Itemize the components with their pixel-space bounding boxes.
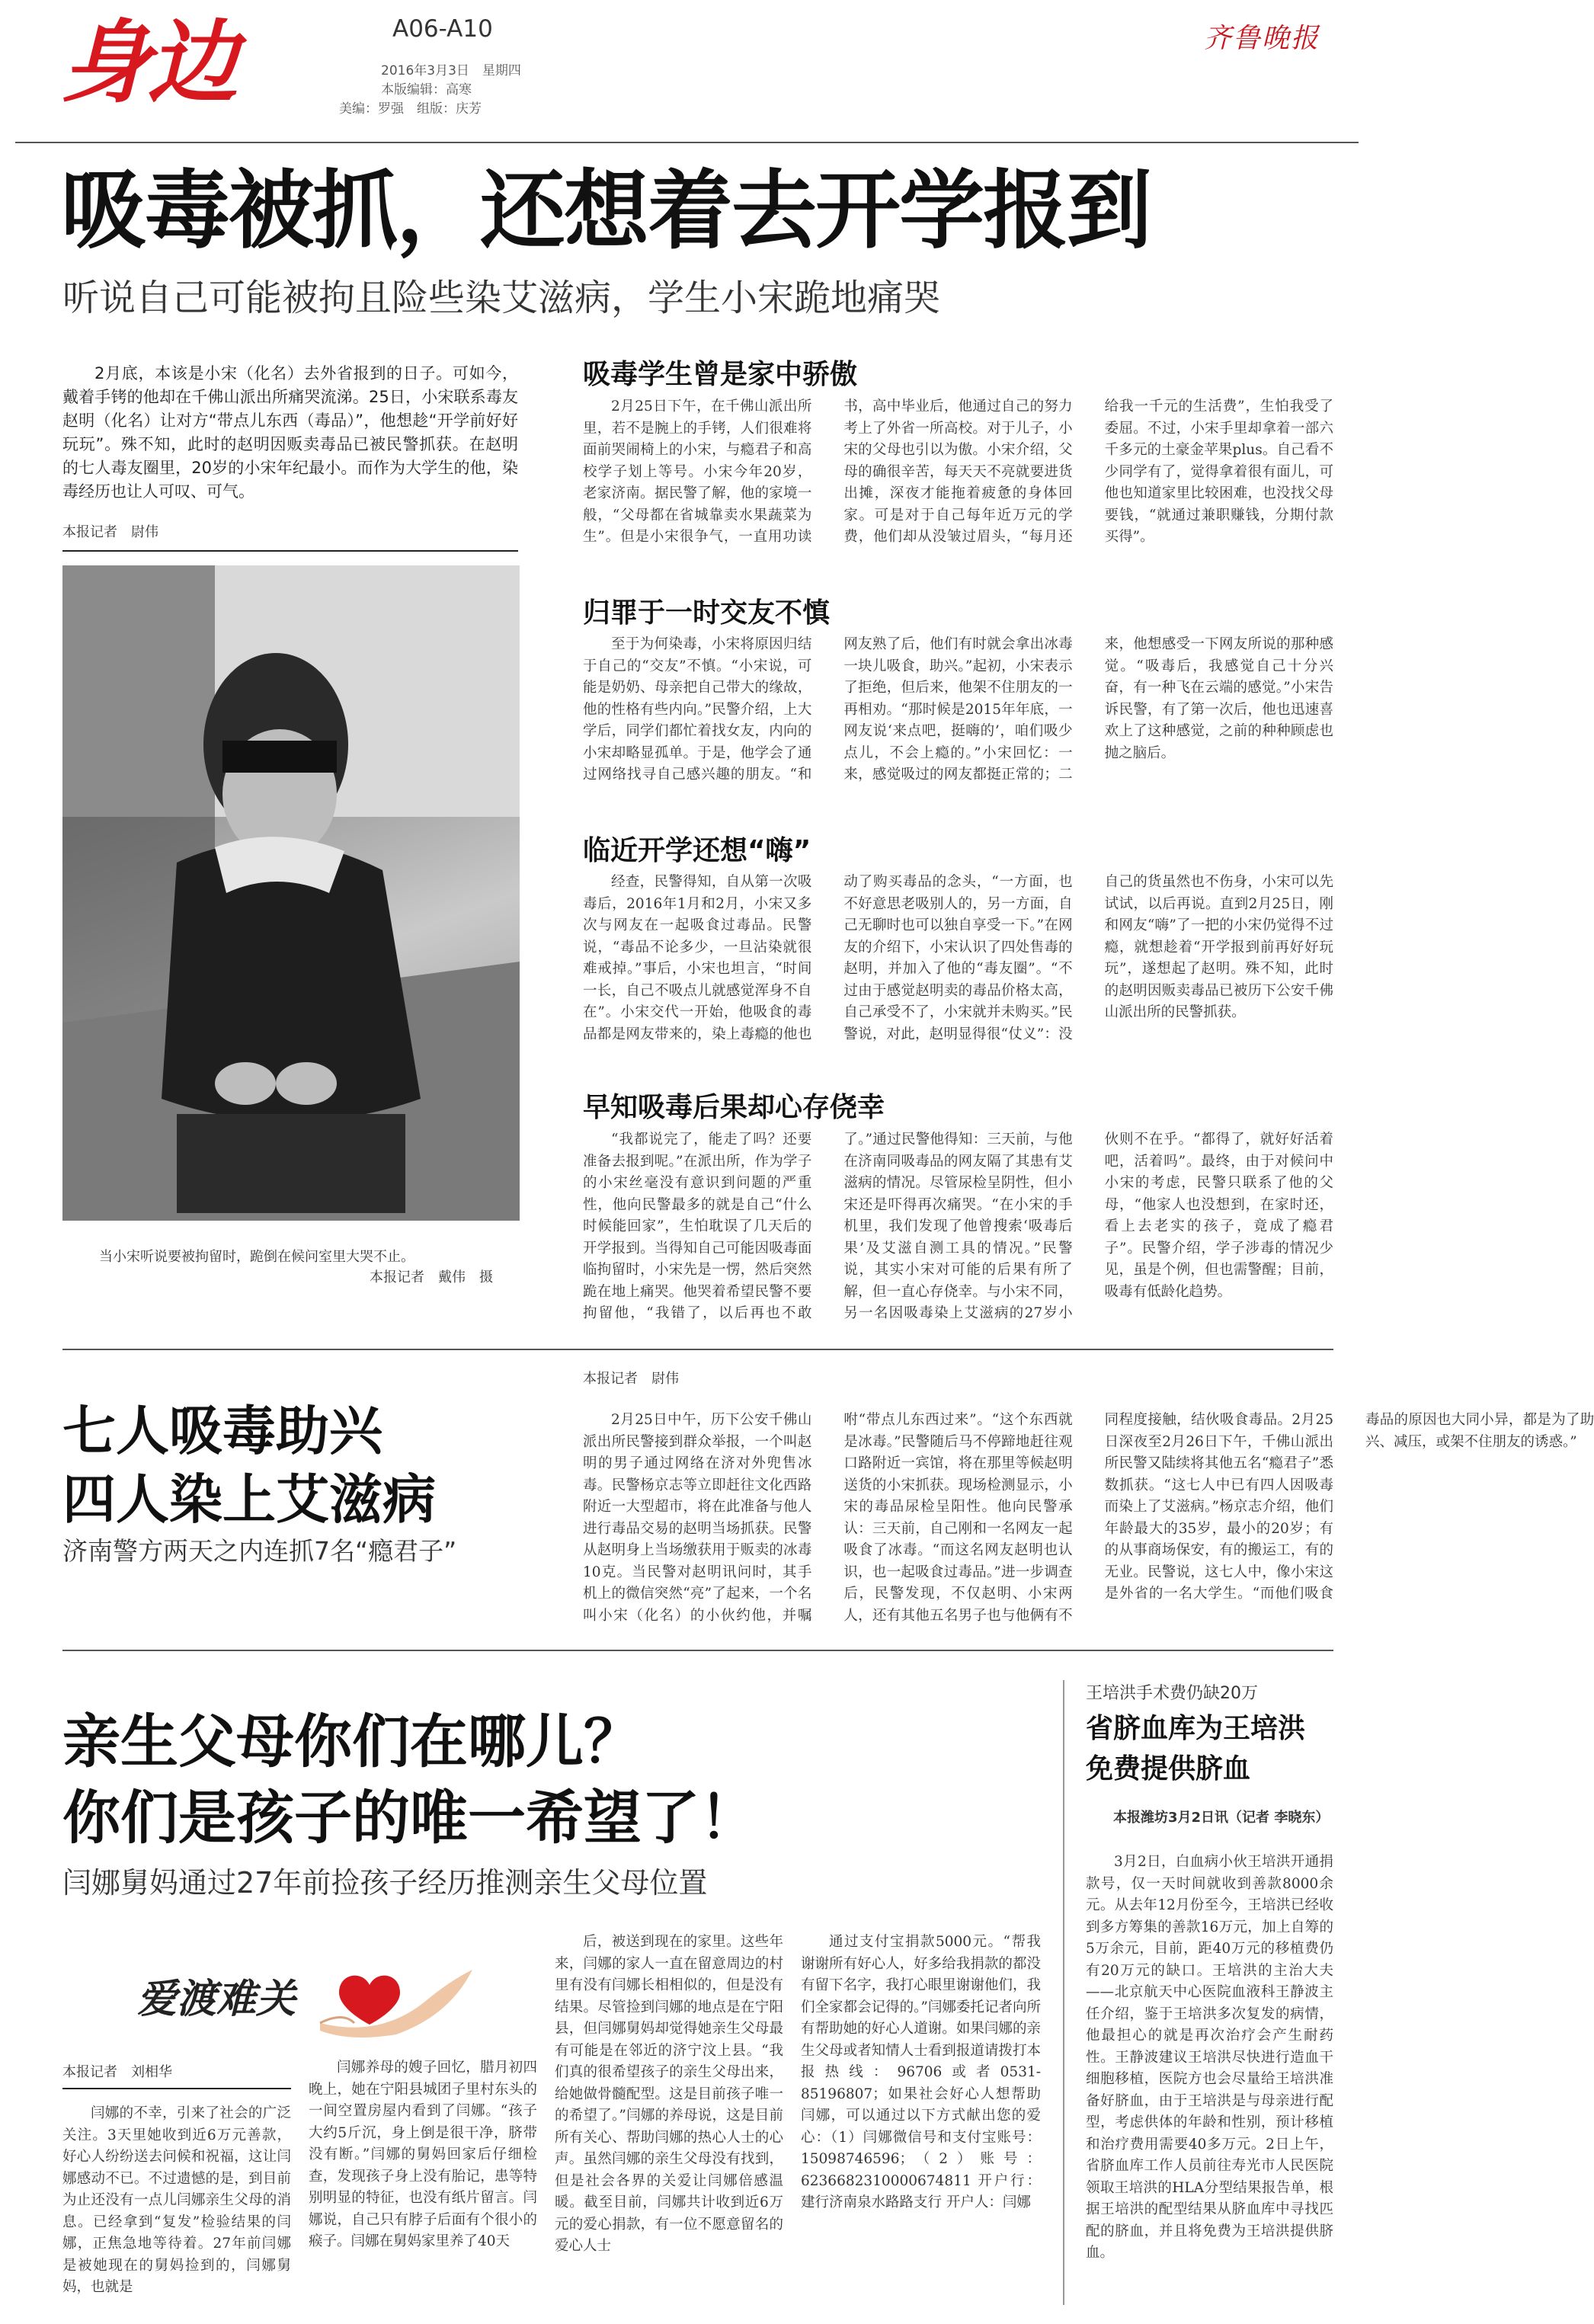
page-range: A06-A10 <box>392 15 493 43</box>
masthead-rule <box>15 142 1359 143</box>
story3-byline: 本报记者 刘相华 <box>62 2064 172 2080</box>
story3-byline-rule <box>62 2088 291 2089</box>
newspaper-logo: 齐鲁晚报 <box>1204 23 1320 54</box>
story3-col2: 闫娜养母的嫂子回忆，腊月初四晚上，她在宁阳县城团子里村东头的一间空置房屋内看到了闫娜。“孩子大约5斤沉，身上倒是很干净，脐带没有断。”闫娜的舅妈回家后仔细检查，发现孩子身上没有胎记，患等特别明显的特征，也没有纸片留言。闫娜说，自己只有脖子后面有个很小的瘊子。闫娜在舅妈家里养了40天 <box>309 2060 537 2249</box>
story2-bottom-rule <box>62 1650 1333 1651</box>
designer-credit: 美编：罗强 组版：庆芳 <box>339 101 482 117</box>
story4-kicker: 王培洪手术费仍缺20万 <box>1086 1684 1258 1703</box>
story3-headline-line1: 亲生父母你们在哪儿？ <box>62 1708 642 1775</box>
section3-title: 临近开学还想“嗨” <box>583 835 811 866</box>
news-photo <box>62 565 520 1221</box>
story3-subhead: 闫娜舅妈通过27年前捡孩子经历推测亲生父母位置 <box>62 1866 708 1900</box>
section1-title: 吸毒学生曾是家中骄傲 <box>583 359 858 390</box>
story4-body: 3月2日，白血病小伙王培洪开通捐款号，仅一天时间就收到善款8000余元。从去年12月份至今，王培洪已经收到多方筹集的善款16万元，加上自筹的5万余元，目前，距40万元的移植费仍有20万元的缺口。王培洪的主治大夫——北京航天中心医院血液科王静波主任介绍，鉴于王培洪多次复发的病情，他最担心的就是再次治疗会产生耐药性。王静波建议王培洪尽快进行造血干细胞移植，医院方也会尽量给王培洪准备好脐血，由于王培洪是与母亲进行配型，考虑供体的年龄和性别，预计移植和治疗费用需要40多万元。2日上午，省脐血库工作人员前往寿光市人民医院领取王培洪的HLA分型结果报告单，根据王培洪的配型结果从脐血库中寻找匹配的脐血，并且将免费为王培洪提供脐血。 <box>1086 1854 1333 2261</box>
byline-rule <box>62 550 518 552</box>
photo-illustration <box>62 565 520 1221</box>
section2-title: 归罪于一时交友不慎 <box>583 597 831 629</box>
section-logo: 身边 <box>61 10 235 115</box>
section1-body: 2月25日下午，在千佛山派出所里，若不是腕上的手铐，人们很难将面前哭闹椅上的小宋，与瘾君子和高校学子划上等号。小宋今年20岁，老家济南。据民警了解，他的家境一般，“父母都在省城靠卖水果蔬菜为生”。但是小宋很争气，一直用功读书，高中毕业后，他通过自己的努力考上了外省一所高校。对于儿子，小宋的父母也引以为傲。小宋介绍，父母的确很辛苦，每天天不亮就要进货出摊，深夜才能拖着疲惫的身体回家。可是对于自己每年近万元的学费，他们却从没皱过眉头，“每月还给我一千元的生活费”，生怕我受了委屈。不过，小宋手里却拿着一部六千多元的土豪金苹果plus。自己看不少同学有了，觉得拿着很有面儿，可他也知道家里比较困难，也没找父母要钱，“就通过兼职赚钱，分期付款买得”。 <box>583 399 1333 545</box>
story1-headline: 吸毒被抓，还想着去开学报到 <box>61 162 1151 261</box>
photo-caption: 当小宋听说要被拘留时，跪倒在候问室里大哭不止。 <box>99 1249 415 1265</box>
story1-lead: 2月底，本该是小宋（化名）去外省报到的日子。可如今，戴着手铐的他却在千佛山派出所痛哭流涕。25日，小宋联系毒友赵明（化名）让对方“带点儿东西（毒品）”，他想趁“开学前好好玩玩”。殊不知，此时的赵明因贩卖毒品已被民警抓获。在赵明的七人毒友圈里，20岁的小宋年纪最小。而作为大学生的他，染毒经历也让人可叹、可气。 <box>62 364 518 501</box>
story2-byline: 本报记者 尉伟 <box>583 1371 679 1387</box>
story4-dateline: 本报潍坊3月2日讯（记者 李晓东） <box>1113 1810 1330 1826</box>
column-logo <box>91 1939 480 2038</box>
column-logo-text: 爱渡难关 <box>137 1977 296 2022</box>
story1-byline: 本报记者 尉伟 <box>62 524 158 540</box>
story3-col1: 闫娜的不幸，引来了社会的广泛关注。3天里她收到近6万元善款，好心人纷纷送去问候和祝福，这让闫娜感动不已。不过遗憾的是，到目前为止还没有一点儿闫娜亲生父母的消息。已经拿到“复发”检验结果的闫娜，正焦急地等待着。27年前闫娜是被她现在的舅妈捡到的，闫娜舅妈，也就是 <box>62 2105 291 2295</box>
story4-headline-line2: 免费提供脐血 <box>1086 1753 1251 1785</box>
section2-body: 至于为何染毒，小宋将原因归结于自己的“交友”不慎。“小宋说，可能是奶奶、母亲把自己带大的缘故，他的性格有些内向。”民警介绍，上大学后，同学们都忙着找女友，内向的小宋却略显孤单。于是，他学会了通过网络找寻自己感兴趣的朋友。“和网友熟了后，他们有时就会拿出冰毒一块儿吸食，助兴。”起初，小宋表示了拒绝，但后来，他架不住朋友的一再相劝。“那时候是2015年年底，一网友说‘来点吧，挺嗨的’，咱们吸少点儿，不会上瘾的。”小宋回忆：一来，感觉吸过的网友都挺正常的；二来，他想感受一下网友所说的那种感觉。“吸毒后，我感觉自己十分兴奋，有一种飞在云端的感觉。”小宋告诉民警，有了第一次后，他也迅速喜欢上了这种感觉，之前的种种顾虑也抛之脑后。 <box>583 636 1333 783</box>
photo-credit: 本报记者 戴伟 摄 <box>370 1269 493 1285</box>
editor-credit: 本版编辑：高寒 <box>381 82 472 98</box>
story3-col3: 后，被送到现在的家里。这些年来，闫娜的家人一直在留意周边的村里有没有闫娜长相相似的，但是没有结果。尽管捡到闫娜的地点是在宁阳县，但闫娜舅妈却觉得她亲生父母最有可能是在邻近的济宁汶上县。“我们真的很希望孩子的亲生父母出来，给她做骨髓配型。这是目前孩子唯一的希望了。”闫娜的养母说，这是目前所有关心、帮助闫娜的热心人士的心声。虽然闫娜的亲生父母没有找到，但是社会各界的关爱让闫娜倍感温暖。截至目前，闫娜共计收到近6万元的爱心捐款，有一位不愿意留名的爱心人士 <box>555 1934 783 2254</box>
story2-subhead: 济南警方两天之内连抓7名“瘾君子” <box>62 1536 457 1566</box>
section4-title: 早知吸毒后果却心存侥幸 <box>583 1092 885 1123</box>
story3-col4: 通过支付宝捐款5000元。“帮我谢谢所有好心人，好多给我捐款的都没有留下名字，我打心眼里谢谢他们，我们全家都会记得的。”闫娜委托记者向所有帮助她的好心人道谢。如果闫娜的亲生父母或者知情人士看到报道请拨打本报热线：96706或者0531-85196807；如果社会好心人想帮助闫娜，可以通过以下方式献出您的爱心：（1）闫娜微信号和支付宝账号：15098746596；（2）账号：6236682310000674811 开户行：建行济南泉水路路支行 开户人：闫娜 <box>801 1934 1041 2210</box>
story1-subhead: 听说自己可能被拘且险些染艾滋病，学生小宋跪地痛哭 <box>62 277 941 319</box>
story3-divider <box>1063 1680 1064 2305</box>
issue-date: 2016年3月3日 星期四 <box>381 63 521 78</box>
story1-bottom-rule <box>62 1349 1333 1350</box>
section4-body: “我都说完了，能走了吗？还要准备去报到呢。”在派出所，作为学子的小宋丝毫没有意识到问题的严重性，他向民警最多的就是自己“什么时候能回家”，生怕耽误了几天后的开学报到。当得知自己可能因吸毒面临拘留时，小宋先是一愣，然后突然跪在地上痛哭。他哭着希望民警不要拘留他，“我错了，以后再也不敢了。”通过民警他得知：三天前，与他在济南同吸毒品的网友隔了其患有艾滋病的情况。尽管尿检呈阴性，但小宋还是吓得再次痛哭。“在小宋的手机里，我们发现了他曾搜索‘吸毒后果’及艾滋自测工具的情况。”民警说，其实小宋对可能的后果有所了解，但一直心存侥幸。与小宋不同，另一名因吸毒染上艾滋病的27岁小伙则不在乎。“都得了，就好好活着吧，活着吗”。最终，由于对候问中小宋的考虑，民警只联系了他的父母，“他家人也没想到，在家时还，看上去老实的孩子，竟成了瘾君子”。民警介绍，学子涉毒的情况少见，虽是个例，但也需警醒；目前，吸毒有低龄化趋势。 <box>583 1132 1333 1321</box>
story4-headline-line1: 省脐血库为王培洪 <box>1086 1713 1306 1744</box>
section3-body: 经查，民警得知，自从第一次吸毒后，2016年1月和2月，小宋又多次与网友在一起吸食过毒品。民警说，“毒品不论多少，一旦沾染就很难戒掉。”事后，小宋也坦言，“时间一长，自己不吸点儿就感觉浑身不自在”。小宋交代一开始，他吸食的毒品都是网友带来的，染上毒瘾的他也动了购买毒品的念头，“一方面，也不好意思老吸别人的，另一方面，自己无聊时也可以独自享受一下。”在网友的介绍下，小宋认识了四处售毒的赵明，并加入了他的“毒友圈”。“不过由于感觉赵明卖的毒品价格太高，自己承受不了，小宋就并未购买。”民警说，对此，赵明显得很“仗义”：没自己的货虽然也不伤身，小宋可以先试试，以后再说。直到2月25日，刚和网友“嗨”了一把的小宋仍觉得不过瘾，就想趁着“开学报到前再好好玩玩”，遂想起了赵明。殊不知，此时的赵明因贩卖毒品已被历下公安千佛山派出所的民警抓获。 <box>583 874 1333 1042</box>
story2-headline-line2: 四人染上艾滋病 <box>62 1468 436 1531</box>
story2-headline-line1: 七人吸毒助兴 <box>62 1400 382 1462</box>
story3-headline-line2: 你们是孩子的唯一希望了！ <box>62 1784 757 1852</box>
story2-body: 2月25日中午，历下公安千佛山派出所民警接到群众举报，一个叫赵明的男子通过网络在济对外兜售冰毒。民警杨京志等立即赶往文化西路附近一大型超市，将在此准备与他人进行毒品交易的赵明当场抓获。民警从赵明身上当场缴获用于贩卖的冰毒10克。当民警对赵明讯问时，其手机上的微信突然“亮”了起来，一个名叫小宋（化名）的小伙约他，并嘱咐“带点儿东西过来”。“这个东西就是冰毒。”民警随后马不停蹄地赶往观口路附近一宾馆，将在那里等候赵明送货的小宋抓获。现场检测显示，小宋的毒品尿检呈阳性。他向民警承认：三天前，自己刚和一名网友一起吸食了冰毒。“而这名网友赵明也认识，也一起吸食过毒品。”进一步调查后，民警发现，不仅赵明、小宋两人，还有其他五名男子也与他俩有不同程度接触，结伙吸食毒品。2月25日深夜至2月26日下午，千佛山派出所民警又陆续将其他五名“瘾君子”悉数抓获。“这七人中已有四人因吸毒而染上了艾滋病。”杨京志介绍，他们年龄最大的35岁，最小的20岁；有的从事商场保安，有的搬运工，有的无业。民警说，这七人中，像小宋这是外省的一名大学生。“而他们吸食毒品的原因也大同小异，都是为了助兴、减压，或架不住朋友的诱惑。” <box>583 1412 1594 1624</box>
